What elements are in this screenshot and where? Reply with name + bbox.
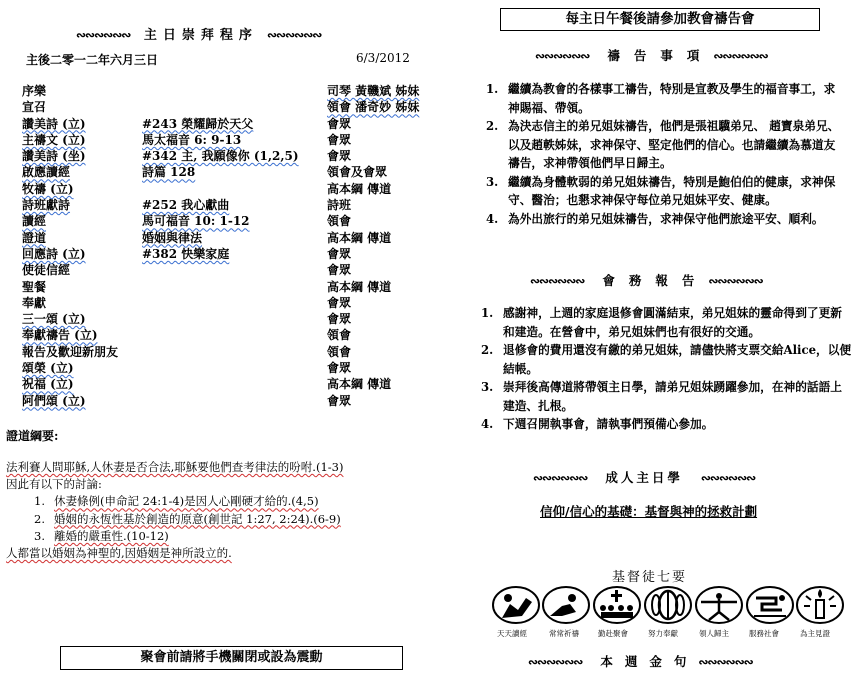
program-person: 會眾 [327,116,352,131]
seven-label: 領人歸主 [699,629,729,638]
ornament-right: ∾∾∾∾∾∾ [698,655,753,669]
program-row [22,310,442,326]
program-item: 啟應讀經 [22,165,71,180]
program-row [22,196,442,212]
prayer-item: 4. 為外出旅行的弟兄姐妹禱告，求神保守他們旅途平安、順利。 [486,211,824,226]
program-person: 會眾 [327,393,352,408]
adult-school-title-text: 成人主日學 [605,470,683,485]
ornament-right: ∾∾∾∾∾∾ [708,274,763,288]
program-item: 報告及歡迎新朋友 [22,344,119,359]
program-item: 詩班獻詩 [22,198,71,213]
ornament-right: ∾∾∾∾∾∾ [700,471,756,485]
program-person: 會眾 [327,361,352,376]
sermon-outline [6,459,436,562]
program-person: 高本綱 傳道 [327,279,392,294]
program-item: 主禱文 (立) [22,132,86,147]
sermon-point: 2. 婚姻的永恆性基於創造的原意(創世記 1:27, 2:24).(6-9) [34,511,341,526]
program-item: 讚美詩 (坐) [22,149,86,164]
program-item: 奉獻 [22,295,47,310]
prayer-meeting-header: 每主日午餐後請參加教會禱告會 [500,8,820,31]
date-chinese: 主後二零一二年六月三日 [26,53,159,67]
prayer-item: 1. 繼續為教會的各樣事工禱告，特別是宣教及學生的福音事工，求神賜福、帶領。 [486,82,836,115]
seven-label: 勤赴聚會 [598,629,628,638]
program-row [22,326,442,342]
program-person: 會眾 [327,246,352,261]
program-person: 詩班 [327,198,352,213]
program-row [22,392,442,408]
seven-label: 常常祈禱 [549,629,579,638]
seven-label: 天天讀經 [497,629,527,638]
program-detail: 詩篇 128 [142,165,196,180]
program-item: 頌榮 (立) [22,361,74,376]
program-row [22,375,442,391]
program-person: 會眾 [327,312,352,327]
program-person: 司琴 黃鞿斌 姊妹 [327,84,420,98]
prayer-items [486,80,846,228]
affairs-title-text: 會務報告 [602,273,709,288]
program-item: 三一頌 (立) [22,312,86,327]
adult-school-title [533,468,755,486]
sermon-outline-label: 證道綱要: [6,429,59,443]
reading-bible-icon [492,586,540,624]
program-item: 祝福 (立) [22,377,74,392]
order-title-text: 主日崇拜程序 [143,28,258,43]
offering-icon [644,586,692,624]
service-date [26,51,410,68]
praying-icon [542,586,590,624]
program-person: 高本綱 傳道 [327,181,392,196]
program-detail: 馬太福音 6: 9-13 [142,132,242,147]
phone-notice-box: 聚會前請將手機關閉或設為震動 [60,646,403,670]
program-item: 讚美詩 (立) [22,116,86,131]
gathering-icon [593,586,641,624]
program-item: 阿們頌 (立) [22,393,86,408]
program-row [22,229,442,245]
program-row [22,115,442,131]
program-row [22,245,442,261]
verse-title-text: 本週金句 [600,654,699,669]
program-row [22,98,442,114]
ornament-left: ∾∾∾∾∾∾ [528,655,583,669]
program-item: 宣召 [22,100,47,115]
program-item: 證道 [22,230,47,245]
ornament-left: ∾∾∾∾∾∾ [76,28,131,42]
ornament-right: ∾∾∾∾∾∾ [713,49,768,63]
program-row [22,261,442,277]
program-detail: #252 我心獻曲 [142,198,230,213]
seven-duties-title: 基督徒七要 [612,570,688,585]
program-person: 高本綱 傳道 [327,230,392,245]
program-person: 會眾 [327,149,352,164]
program-person: 領會 [327,344,352,359]
serving-icon [746,586,794,624]
program-person: 會眾 [327,132,352,147]
affairs-item: 1. 感謝神，上週的家庭退修會圓滿結束，弟兄姐妹的靈命得到了更新和建造。在營會中，弟兄姐妹們也有很好的交通。 [481,306,842,339]
affairs-item: 3. 崇拜後高傳道將帶領主日學，請弟兄姐妹踴躍參加，在神的話語上建造、扎根。 [481,380,842,413]
program-detail: #342 主, 我願像你 (1,2,5) [142,149,299,164]
ornament-right: ∾∾∾∾∾∾ [266,28,322,42]
program-person: 領會 潘奇妙 姊妹 [327,100,420,115]
seven-label: 為主見證 [800,629,830,638]
ornament-left: ∾∾∾∾∾∾ [530,274,585,288]
ornament-left: ∾∾∾∾∾∾ [535,49,590,63]
program-detail: 馬可福音 10: 1-12 [142,214,250,229]
program-row [22,180,442,196]
order-of-worship-title [76,24,321,43]
sermon-intro: 法利賽人問耶穌,人休妻是否合法,耶穌要他們查考律法的吩咐.(1-3) [6,460,344,474]
program-row [22,147,442,163]
evangelism-icon [695,586,743,624]
prayer-section-title [535,46,768,64]
affairs-item: 4. 下週召開執事會，請執事們預備心參加。 [481,417,714,431]
sermon-intro-2: 因此有以下的討論: [6,477,102,492]
prayer-item: 2. 為決志信主的弟兄姐妹禱告，他們是張祖驥弟兄、 趙寶泉弟兄、以及趙軼姊妹，求神保守、堅定他們的信心。也請繼續為慕道友禱告，求神帶領他們早日歸主。 [486,119,840,170]
program-item: 使徒信經 [22,263,71,278]
program-row [22,359,442,375]
program-row [22,278,442,294]
program-row [22,163,442,179]
program-row [22,343,442,359]
program-person: 領會及會眾 [327,165,388,180]
program-row [22,82,442,98]
date-numeric: 6/3/2012 [356,51,410,65]
witness-icon [796,586,844,624]
sermon-point: 3. 離婚的嚴重性.(10-12) [34,528,169,543]
weekly-verse-title [528,652,753,670]
program-person: 領會 [327,328,352,343]
seven-duties-graphic [492,586,844,626]
program-item: 讀經 [22,214,47,229]
program-detail: #243 榮耀歸於天父 [142,116,254,131]
affairs-items [481,304,853,434]
program-person: 領會 [327,214,352,229]
sermon-point: 1. 休妻條例(申命記 24:1-4)是因人心剛硬才給的.(4,5) [34,494,319,509]
seven-label: 努力奉獻 [648,629,678,638]
program-item: 聖餐 [22,279,47,294]
program-person: 會眾 [327,295,352,310]
sermon-conclusion: 人都當以婚姻為神聖的,因婚姻是神所設立的. [6,546,232,561]
prayer-item: 3. 繼續為身體軟弱的弟兄姐妹禱告，特別是鮑伯伯的健康，求神保守、醫治；也懇求神保守每位弟兄姐妹平安、健康。 [486,174,836,207]
adult-school-topic: 信仰/信心的基礎：基督與神的拯救計劃 [540,504,758,519]
ornament-left: ∾∾∾∾∾∾ [533,471,588,485]
program-item: 回應詩 (立) [22,246,86,261]
program-item: 序樂 [22,84,47,98]
program-person: 會眾 [327,263,352,278]
prayer-title-text: 禱告事項 [607,48,714,63]
program-detail: #382 快樂家庭 [142,246,230,261]
program-row [22,294,442,310]
program-list [22,82,442,408]
seven-label: 服務社會 [749,629,779,638]
program-item: 奉獻禱告 (立) [22,328,98,343]
affairs-section-title [530,271,763,289]
program-person: 高本綱 傳道 [327,377,392,392]
program-detail: 婚姻與律法 [142,230,203,245]
program-row [22,212,442,228]
affairs-item: 2. 退修會的費用還沒有繳的弟兄姐妹，請儘快將支票交給Alice，以便結帳。 [481,343,852,376]
program-item: 牧禱 (立) [22,181,74,196]
program-row [22,131,442,147]
